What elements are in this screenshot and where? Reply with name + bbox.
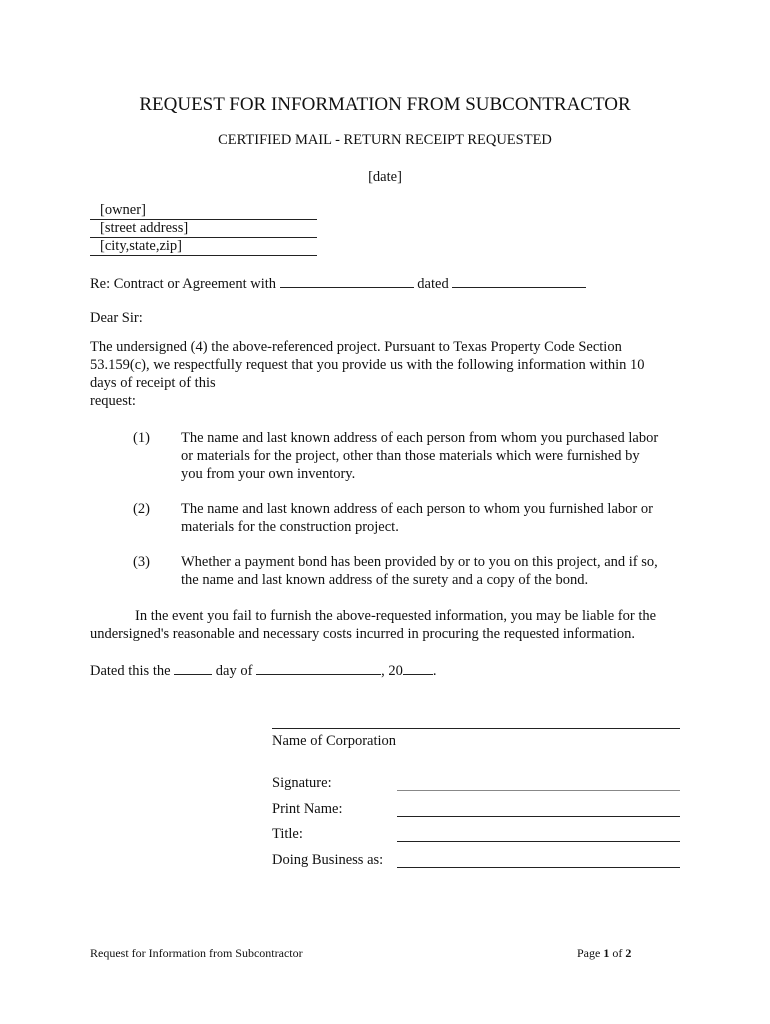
contract-with-field[interactable]	[280, 274, 414, 288]
page-word: Page	[577, 946, 601, 960]
salutation: Dear Sir:	[90, 310, 143, 326]
item-number: (3)	[133, 554, 150, 570]
item-number: (1)	[133, 430, 150, 446]
closing-line: In the event you fail to furnish the above-requested information, you may be liable for the	[135, 608, 657, 624]
date-placeholder: [date]	[368, 169, 402, 185]
intro-line: The undersigned (4) the above-referenced project. Pursuant to Texas Property Code Section	[90, 339, 622, 355]
document-subtitle: CERTIFIED MAIL - RETURN RECEIPT REQUESTED	[218, 132, 552, 148]
page-number	[577, 944, 631, 962]
period: .	[432, 663, 437, 679]
corporation-name-field[interactable]	[272, 728, 680, 729]
re-line	[90, 274, 586, 293]
year-field[interactable]	[403, 661, 433, 675]
owner-field[interactable]: [owner]	[90, 201, 317, 220]
item-text: The name and last known address of each person to whom you furnished labor or	[181, 501, 653, 517]
document-title: REQUEST FOR INFORMATION FROM SUBCONTRACTOR	[139, 94, 631, 115]
re-label: Re: Contract or Agreement with	[90, 276, 277, 292]
current-page: 1	[603, 946, 610, 960]
item-text: Whether a payment bond has been provided by or to you on this project, and if so,	[181, 554, 658, 570]
year-prefix: , 20	[381, 663, 403, 679]
closing-line: undersigned's reasonable and necessary costs incurred in procuring the requested information.	[90, 626, 635, 642]
of-word: of	[612, 946, 623, 960]
item-text: or materials for the project, other than those materials which were furnished by	[181, 448, 640, 464]
month-field[interactable]	[256, 661, 381, 675]
title-label: Title:	[272, 826, 303, 842]
signature-field[interactable]	[397, 790, 680, 791]
day-field[interactable]	[174, 661, 212, 675]
intro-line: days of receipt of this	[90, 375, 216, 391]
total-pages: 2	[625, 946, 632, 960]
dba-label: Doing Business as:	[272, 852, 384, 868]
title-field[interactable]	[397, 841, 680, 842]
item-text: The name and last known address of each person from whom you purchased labor	[181, 430, 659, 446]
intro-line: request:	[90, 393, 136, 409]
print-name-field[interactable]	[397, 816, 680, 817]
item-number: (2)	[133, 501, 150, 517]
dated-line	[90, 661, 436, 680]
corporation-label: Name of Corporation	[272, 733, 397, 749]
item-text: materials for the construction project.	[181, 519, 399, 535]
dated-label: dated	[417, 276, 449, 292]
dba-field[interactable]	[397, 867, 680, 868]
street-address-field[interactable]: [street address]	[90, 219, 317, 238]
contract-date-field[interactable]	[452, 274, 586, 288]
item-text: the name and last known address of the surety and a copy of the bond.	[181, 572, 589, 588]
footer-title: Request for Information from Subcontractor	[90, 946, 303, 960]
signature-label: Signature:	[272, 775, 332, 791]
dated-label: Dated this the	[90, 663, 171, 679]
day-of-label: day of	[215, 663, 253, 679]
item-text: you from your own inventory.	[181, 466, 356, 482]
print-name-label: Print Name:	[272, 801, 343, 817]
intro-line: 53.159(c), we respectfully request that you provide us with the following information within 10	[90, 357, 645, 373]
city-state-zip-field[interactable]: [city,state,zip]	[90, 237, 317, 256]
